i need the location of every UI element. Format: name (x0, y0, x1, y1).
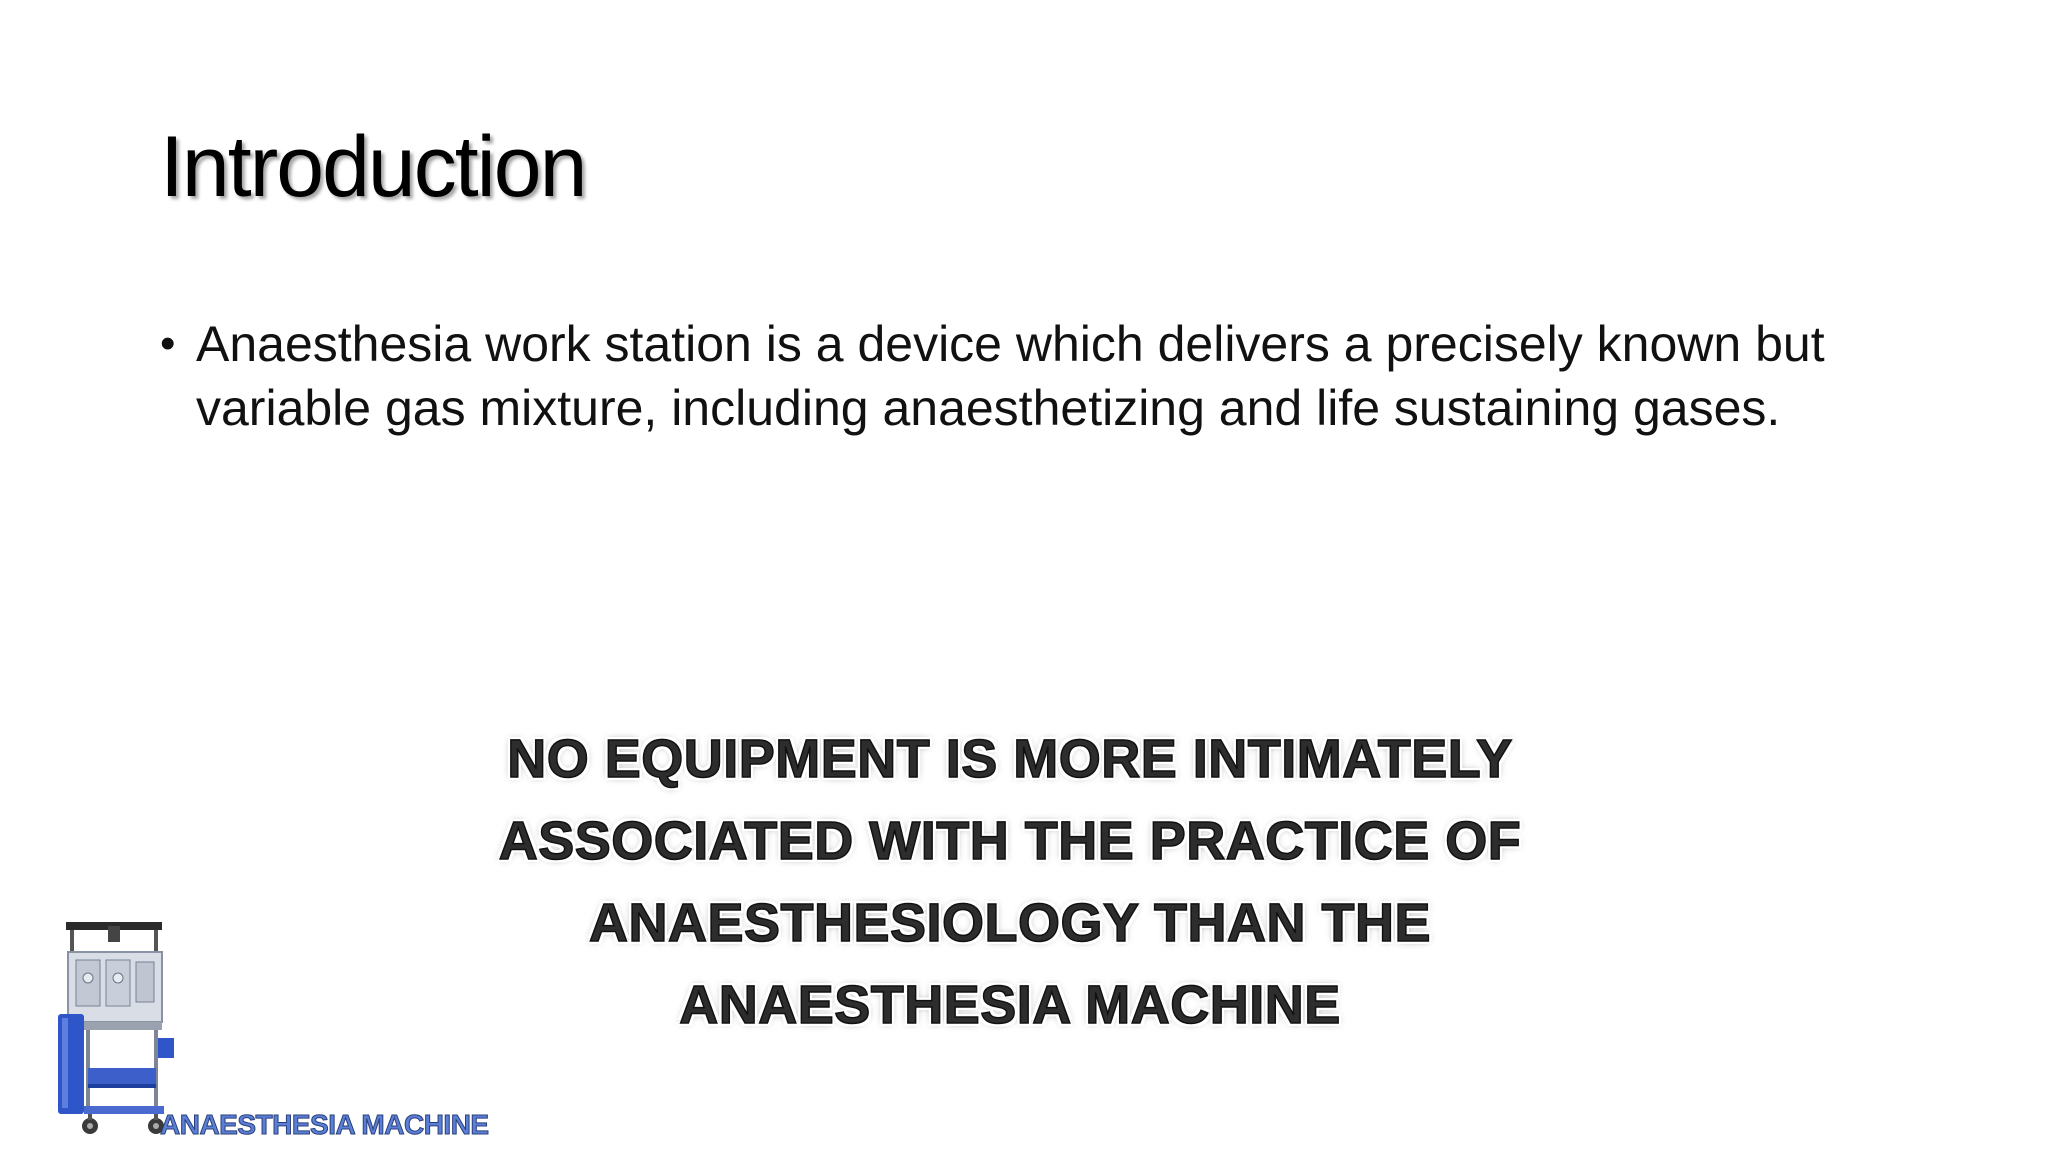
bullet-marker: • (160, 319, 176, 368)
bullet-text: Anaesthesia work station is a device which delivers a precisely known but variable gas mixture, including anaesthetizing and life sustaining gases. (196, 316, 1825, 436)
anaesthesia-machine-icon (58, 918, 188, 1140)
highlighted-quote: NO EQUIPMENT IS MORE INTIMATELY ASSOCIATED WITH THE PRACTICE OF ANAESTHESIOLOGY THAN THE ANAESTHESIA MACHINE (498, 729, 1522, 1035)
bullet-list (160, 312, 1920, 440)
slide-title: Introduction (160, 119, 586, 215)
image-caption: ANAESTHESIA MACHINE (160, 1109, 489, 1140)
bullet-item (160, 312, 1920, 440)
